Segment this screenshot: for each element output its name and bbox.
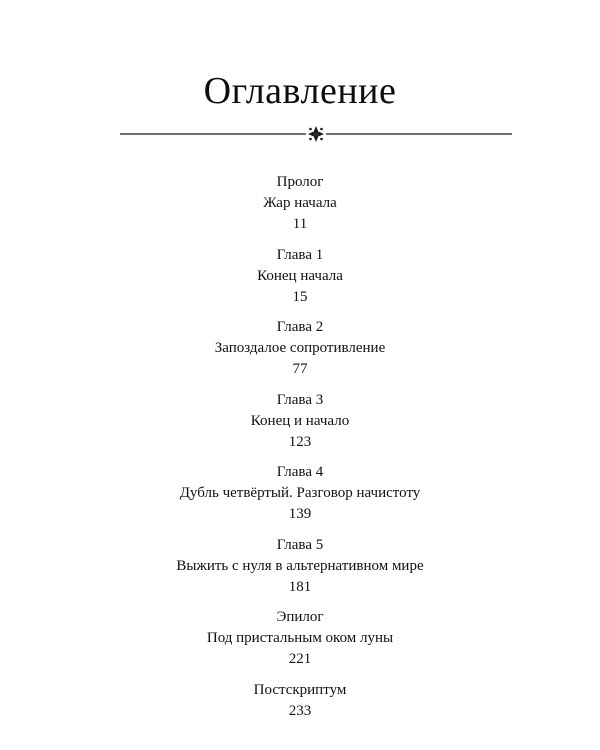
toc-subtitle: Под пристальным оком луны — [206, 630, 394, 646]
toc-entry-chapter-1[interactable] — [0, 245, 600, 318]
toc-entry-epilogue[interactable] — [0, 607, 600, 680]
toc-page-number: 123 — [288, 433, 312, 450]
toc-subtitle: Выжить с нуля в альтернативном мире — [176, 557, 424, 574]
toc-heading: Глава 2 — [276, 319, 324, 335]
toc-subtitle: Конец начала — [257, 267, 343, 284]
toc-heading: Глава 4 — [276, 464, 324, 480]
toc-entry-chapter-4[interactable] — [0, 462, 600, 535]
toc-subtitle: Конец и начало — [250, 412, 350, 429]
toc-page-number: 139 — [288, 506, 312, 522]
toc-entry-prologue[interactable] — [0, 172, 600, 245]
toc-page-number: 15 — [292, 288, 308, 305]
toc-subtitle: Дубль четвёртый. Разговор начистоту — [179, 485, 421, 501]
toc-heading: Пролог — [276, 174, 324, 190]
toc-heading: Глава 1 — [276, 246, 324, 263]
toc-entry-chapter-3[interactable] — [0, 390, 600, 463]
divider-flourish-icon — [120, 124, 512, 144]
toc-subtitle: Запоздалое сопротивление — [214, 340, 386, 356]
toc-entry-postscript[interactable] — [0, 680, 600, 726]
toc-heading: Постскриптум — [253, 681, 347, 698]
page-title: Оглавление — [203, 70, 397, 112]
toc-entry-chapter-2[interactable] — [0, 317, 600, 390]
toc-page-number: 11 — [292, 216, 308, 232]
toc-heading: Глава 5 — [276, 536, 324, 553]
toc-page-number: 181 — [288, 578, 312, 595]
toc-page-number: 221 — [288, 651, 312, 667]
table-of-contents — [0, 172, 600, 726]
toc-entry-chapter-5[interactable] — [0, 535, 600, 608]
toc-heading: Глава 3 — [276, 391, 324, 408]
toc-page-number: 77 — [292, 361, 308, 377]
toc-heading: Эпилог — [276, 609, 324, 625]
toc-page-number: 233 — [288, 702, 312, 719]
toc-subtitle: Жар начала — [263, 195, 337, 211]
